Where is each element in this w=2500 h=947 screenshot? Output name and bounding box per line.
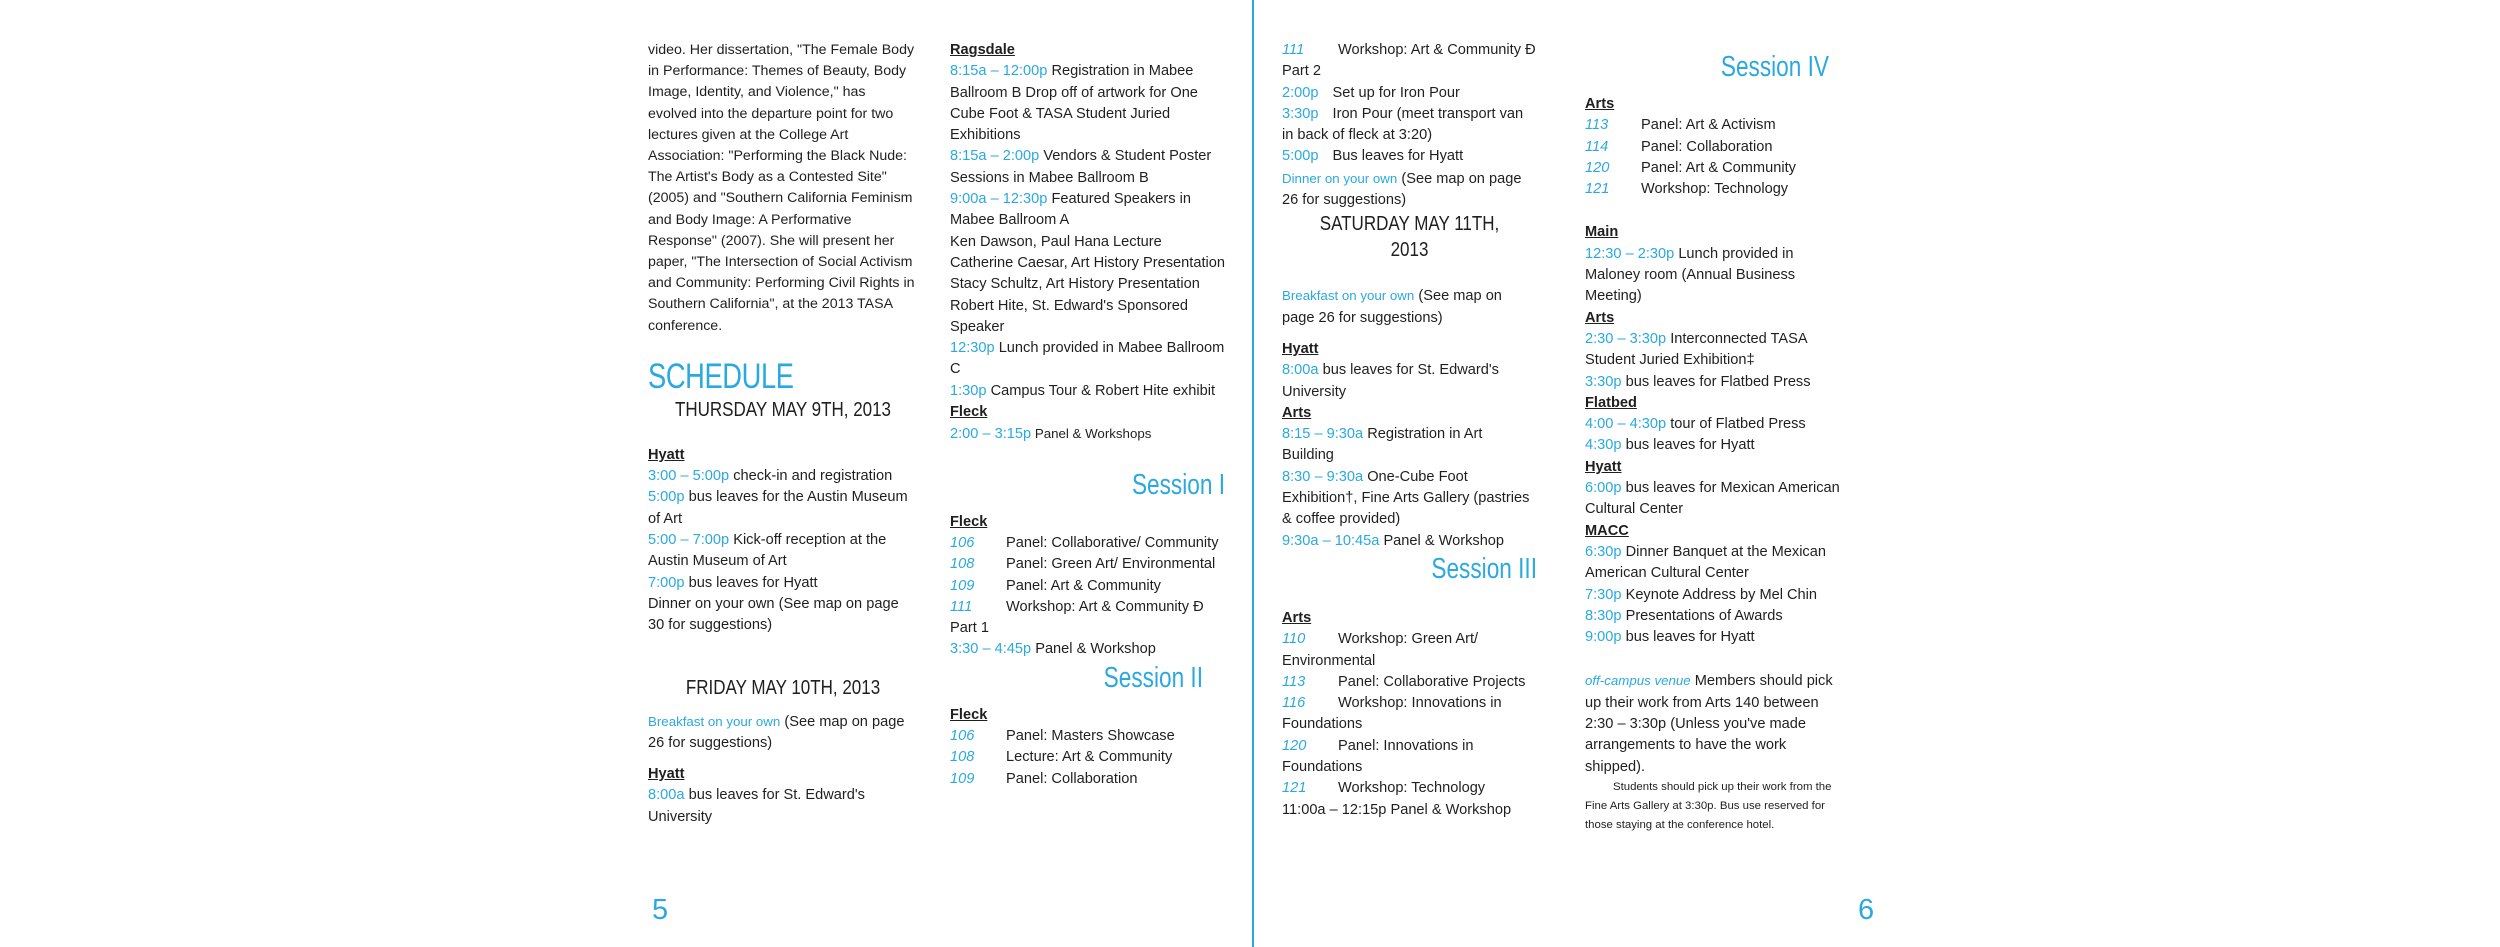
session-1-rows <box>950 533 1225 639</box>
pickup-note: off-campus venue Members should pick up their work from Arts 140 between 2:30 – 3:30p (Unless you've made arrangements to have the work shipped). <box>1585 673 1833 775</box>
list-item: 3:30p Iron Pour (meet transport van in back of fleck at 3:20) <box>1282 105 1524 144</box>
location-hyatt: Hyatt <box>1585 458 1622 475</box>
friday-heading: FRIDAY MAY 10TH, 2013 <box>685 676 881 699</box>
saturday-breakfast: Breakfast on your own (See map on page 26 for suggestions) <box>1282 288 1502 326</box>
location-flatbed: Flatbed <box>1585 394 1637 411</box>
location-arts: Arts <box>1585 96 1615 112</box>
session-2-heading: Session II <box>1103 661 1203 694</box>
session-row: 110 Workshop: Green Art/ Environmental <box>1282 631 1479 669</box>
location-arts: Arts <box>1585 309 1615 326</box>
session-row: 111 Workshop: Art & Community Ð Part 1 <box>950 598 1204 637</box>
session-row: 111 Workshop: Art & Community Ð Part 2 <box>1282 42 1536 80</box>
list-item: 9:30a – 10:45a Panel & Workshop <box>1282 532 1505 549</box>
session-3-rows <box>1282 629 1537 799</box>
session-row: 113 Panel: Collaborative Projects <box>1282 673 1526 690</box>
session-rows-continued <box>1282 40 1537 83</box>
page-number-left: 5 <box>652 894 669 926</box>
list-item: 7:30p Keynote Address by Mel Chin <box>1585 586 1818 603</box>
location-hyatt: Hyatt <box>648 766 685 783</box>
session-4-heading: Session IV <box>1720 51 1829 83</box>
page-divider <box>1252 0 1254 947</box>
location-macc: MACC <box>1585 522 1629 539</box>
speaker-bio: video. Her dissertation, "The Female Body in Performance: Themes of Beauty, Body Image, Identity, and Violence," has evolved into the departure point for two lectures given at the College Art Association: "Performing the Black Nude: The Artist's Body as a Contested Site" (2005) and "Southern California Feminism and Body Image: A Performative Response" (2007). She will present her paper, "The Intersection of Social Activism and Community: Performing Civil Rights in Southern California", at the 2013 TASA conference. <box>648 42 915 334</box>
session-row: 109 Panel: Collaboration <box>950 770 1138 787</box>
flatbed-items <box>1585 414 1850 457</box>
pickup-note-small: Students should pick up their work from the Fine Arts Gallery at 3:30p. Bus use reserved for those staying at the conference hotel. <box>1585 780 1832 831</box>
list-item: 3:30p bus leaves for Flatbed Press <box>1585 373 1811 390</box>
session-row: 106 Panel: Masters Showcase <box>950 728 1175 745</box>
list-item: 5:00 – 7:00p Kick-off reception at the Austin Museum of Art <box>648 532 887 570</box>
thursday-heading: THURSDAY MAY 9TH, 2013 <box>674 398 892 421</box>
thursday-items <box>648 466 918 636</box>
column-4 <box>1585 40 1850 835</box>
saturday-heading: SATURDAY MAY 11TH, 2013 <box>1319 213 1500 262</box>
list-item: 9:00a – 12:30p Featured Speakers in Mabee Ballroom A <box>950 191 1191 229</box>
list-item: 8:15a – 2:00p Vendors & Student Poster Sessions in Mabee Ballroom B <box>950 148 1212 186</box>
list-item: Dinner on your own (See map on page 30 for suggestions) <box>648 595 899 634</box>
friday-breakfast: Breakfast on your own (See map on page 26 for suggestions) <box>648 713 905 751</box>
list-item: 7:00p bus leaves for Hyatt <box>648 574 818 591</box>
list-item: 4:30p bus leaves for Hyatt <box>1585 437 1755 454</box>
list-item: 8:15 – 9:30a Registration in Art Building <box>1282 426 1483 464</box>
column-3 <box>1282 40 1537 821</box>
macc-items <box>1585 542 1850 648</box>
location-hyatt: Hyatt <box>648 446 685 463</box>
list-item: Stacy Schultz, Art History Presentation <box>950 276 1200 293</box>
location-arts: Arts <box>1282 609 1312 626</box>
session-4-rows <box>1585 115 1850 200</box>
location-fleck: Fleck <box>950 404 988 421</box>
list-item: 12:30 – 2:30p Lunch provided in Maloney room (Annual Business Meeting) <box>1585 245 1796 305</box>
session-row: 116 Workshop: Innovations in Foundations <box>1282 695 1502 733</box>
session-3-heading: Session III <box>1431 552 1537 585</box>
page-number-right: 6 <box>1858 894 1875 926</box>
list-item: Ken Dawson, Paul Hana Lecture <box>950 233 1162 250</box>
session-row: 106 Panel: Collaborative/ Community <box>950 534 1219 551</box>
list-item: 5:00p bus leaves for the Austin Museum of Art <box>648 489 908 527</box>
list-item: 11:00a – 12:15p Panel & Workshop <box>1282 801 1512 818</box>
location-fleck: Fleck <box>950 513 988 530</box>
list-item: 8:00a bus leaves for St. Edward's University <box>1282 362 1499 400</box>
arts-items <box>1585 329 1850 393</box>
friday-afternoon-items <box>1282 83 1537 168</box>
session-row: 108 Panel: Green Art/ Environmental <box>950 556 1216 573</box>
list-item: 9:00p bus leaves for Hyatt <box>1585 629 1755 646</box>
list-item: 8:15a – 12:00p Registration in Mabee Ballroom B Drop off of artwork for One Cube Foot & TASA Student Juried Exhibitions <box>950 63 1198 144</box>
ragsdale-items <box>950 61 1225 402</box>
column-1 <box>648 40 918 828</box>
list-item: 8:00a bus leaves for St. Edward's University <box>648 787 865 825</box>
session-row: 121 Workshop: Technology <box>1585 181 1789 198</box>
session-2-rows <box>950 726 1225 790</box>
list-item: Catherine Caesar, Art History Presentation <box>950 254 1225 271</box>
list-item: 12:30p Lunch provided in Mabee Ballroom C <box>950 340 1225 378</box>
saturday-arts-items <box>1282 424 1537 552</box>
schedule-title: SCHEDULE <box>648 356 794 396</box>
list-item: Robert Hite, St. Edward's Sponsored Speaker <box>950 297 1189 335</box>
list-item: 8:30p Presentations of Awards <box>1585 607 1783 624</box>
session-row: 109 Panel: Art & Community <box>950 577 1161 594</box>
session-row: 120 Panel: Art & Community <box>1585 159 1796 176</box>
column-2 <box>950 40 1225 790</box>
session-row: 120 Panel: Innovations in Foundations <box>1282 737 1474 776</box>
location-main: Main <box>1585 224 1619 241</box>
location-hyatt: Hyatt <box>1282 340 1319 357</box>
location-arts: Arts <box>1282 404 1312 421</box>
list-item: 5:00p Bus leaves for Hyatt <box>1282 148 1464 165</box>
list-item: 2:00p Set up for Iron Pour <box>1282 84 1460 101</box>
list-item: 6:00p bus leaves for Mexican American Cultural Center <box>1585 480 1840 518</box>
location-ragsdale: Ragsdale <box>950 42 1015 58</box>
list-item: 3:30 – 4:45p Panel & Workshop <box>950 641 1156 658</box>
session-1-heading: Session I <box>1131 468 1225 501</box>
list-item: 2:00 – 3:15p Panel & Workshops <box>950 426 1152 443</box>
session-row: 121 Workshop: Technology <box>1282 780 1486 797</box>
session-row: 108 Lecture: Art & Community <box>950 749 1173 766</box>
list-item: 2:30 – 3:30p Interconnected TASA Student Juried Exhibition‡ <box>1585 330 1807 369</box>
location-fleck: Fleck <box>950 706 988 723</box>
session-row: 114 Panel: Collaboration <box>1585 138 1773 155</box>
list-item: 4:00 – 4:30p tour of Flatbed Press <box>1585 416 1806 433</box>
session-row: 113 Panel: Art & Activism <box>1585 117 1776 134</box>
dinner-note: Dinner on your own (See map on page 26 for suggestions) <box>1282 170 1522 209</box>
list-item: 3:00 – 5:00p check-in and registration <box>648 468 893 485</box>
list-item: 1:30p Campus Tour & Robert Hite exhibit <box>950 382 1215 399</box>
list-item: 6:30p Dinner Banquet at the Mexican American Cultural Center <box>1585 543 1826 582</box>
list-item: 8:30 – 9:30a One-Cube Foot Exhibition†, Fine Arts Gallery (pastries & coffee provided) <box>1282 468 1530 528</box>
